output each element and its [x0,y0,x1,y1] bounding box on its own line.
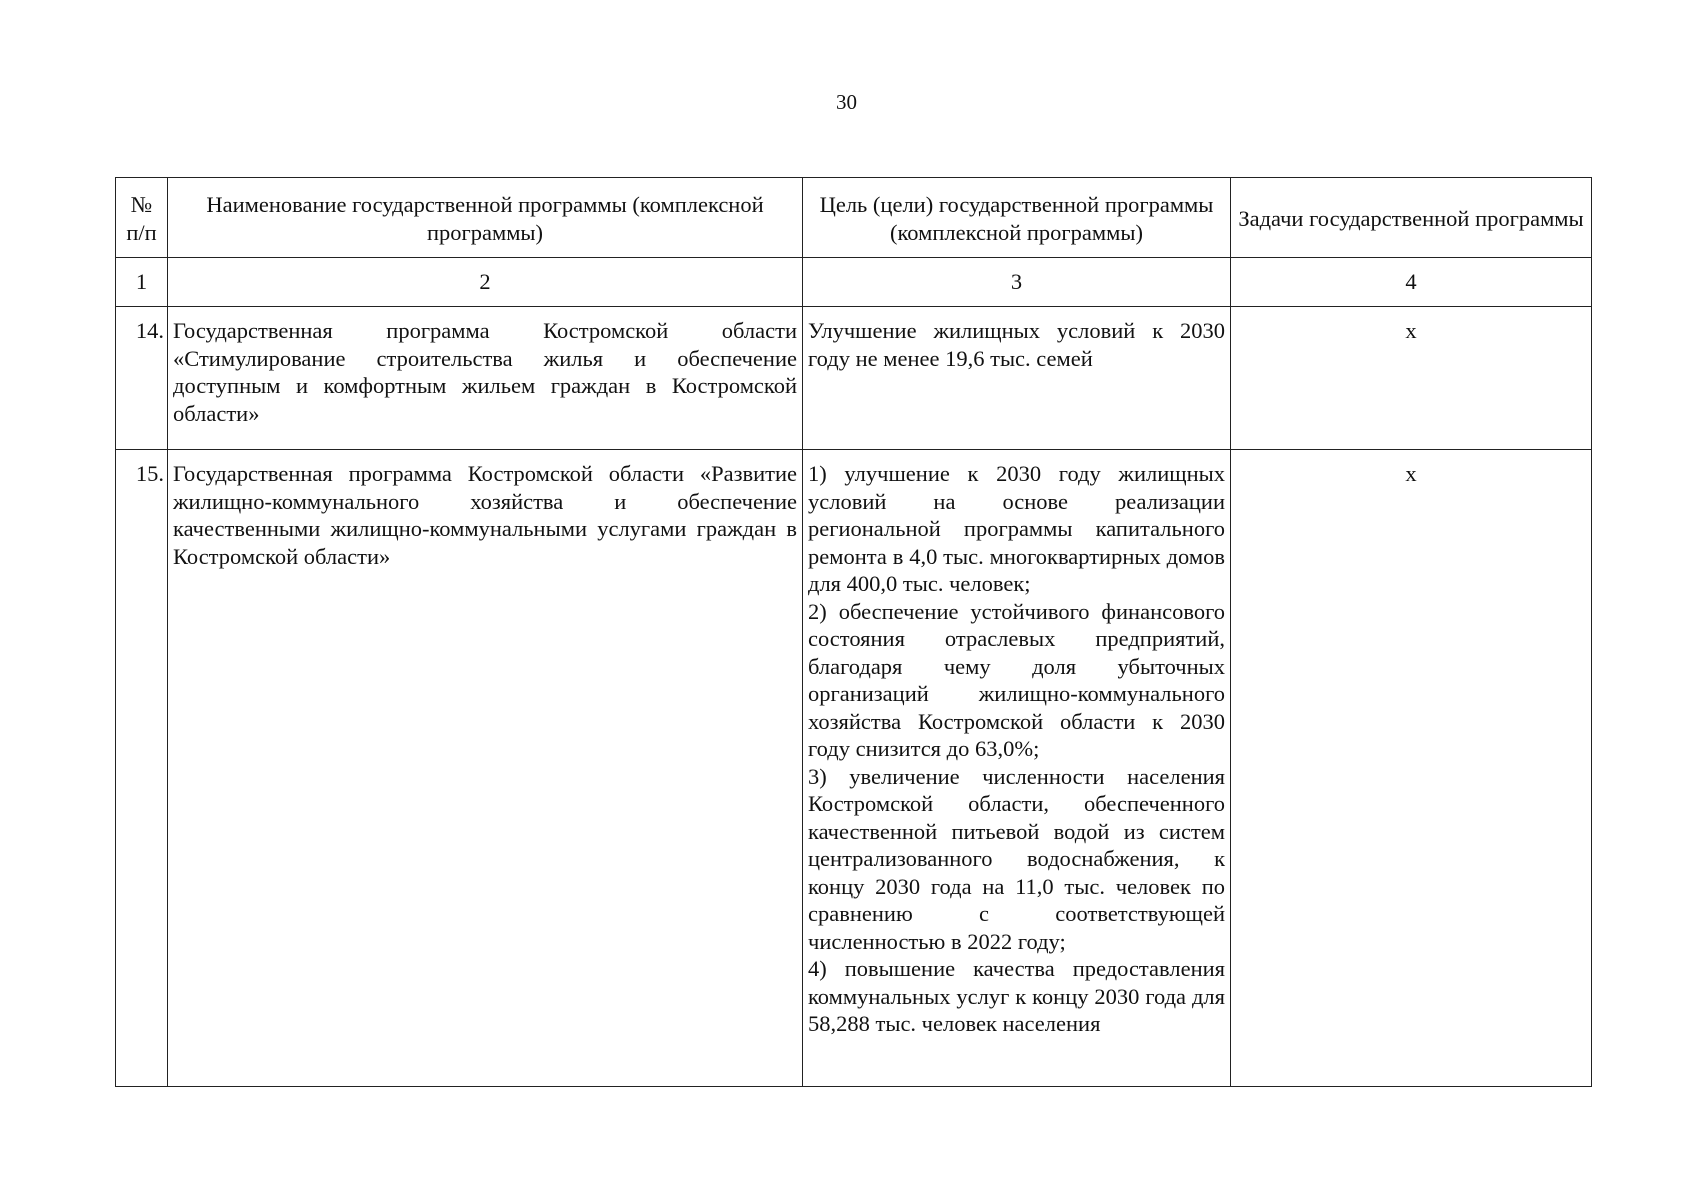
goal-paragraph: 1) улучшение к 2030 году жилищных условий на основе реализации региональной программы капитального ремонта в 4,0 тыс. многоквартирных домов для 400,0 тыс. человек; [808,461,1225,596]
goal-paragraph: 3) увеличение численности населения Костромской области, обеспеченного качественной питьевой водой из систем централизованного водоснабжения, к концу 2030 года на 11,0 тыс. человек по сравнению с соответствующей численностью в 2022 году; [808,763,1225,954]
table-row [116,307,1592,450]
goal-paragraph: Улучшение жилищных условий к 2030 году не менее 19,6 тыс. семей [808,318,1225,371]
table-header-row [116,178,1592,258]
column-number: 2 [168,258,803,307]
header-num: № п/п [116,178,168,258]
program-goal [803,450,1231,1087]
goal-paragraph: 2) обеспечение устойчивого финансового состояния отраслевых предприятий, благодаря чему доля убыточных организаций жилищно-коммунального хозяйства Костромской области к 2030 году снизится до 63,0%; [808,598,1225,761]
header-tasks: Задачи государственной программы [1231,178,1592,258]
header-name: Наименование государственной программы (комплексной программы) [168,178,803,258]
goal-paragraph: 4) повышение качества предоставления коммунальных услуг к концу 2030 года для 58,288 тыс. человек населения [808,956,1225,1036]
program-goal [803,307,1231,450]
page-number: 30 [836,90,857,114]
program-name: Государственная программа Костромской области «Развитие жилищно-коммунального хозяйства и обеспечение качественными жилищно-коммунальными услугами граждан в Костромской области» [168,450,803,1087]
header-goal: Цель (цели) государственной программы (комплексной программы) [803,178,1231,258]
row-number: 14. [116,307,168,450]
program-tasks: x [1231,307,1592,450]
row-number: 15. [116,450,168,1087]
table-row [116,450,1592,1087]
column-numbers-row [116,258,1592,307]
programs-table [115,177,1592,1087]
program-tasks: x [1231,450,1592,1087]
column-number: 4 [1231,258,1592,307]
column-number: 1 [116,258,168,307]
column-number: 3 [803,258,1231,307]
program-name: Государственная программа Костромской области «Стимулирование строительства жилья и обеспечение доступным и комфортным жильем граждан в Костромской области» [168,307,803,450]
